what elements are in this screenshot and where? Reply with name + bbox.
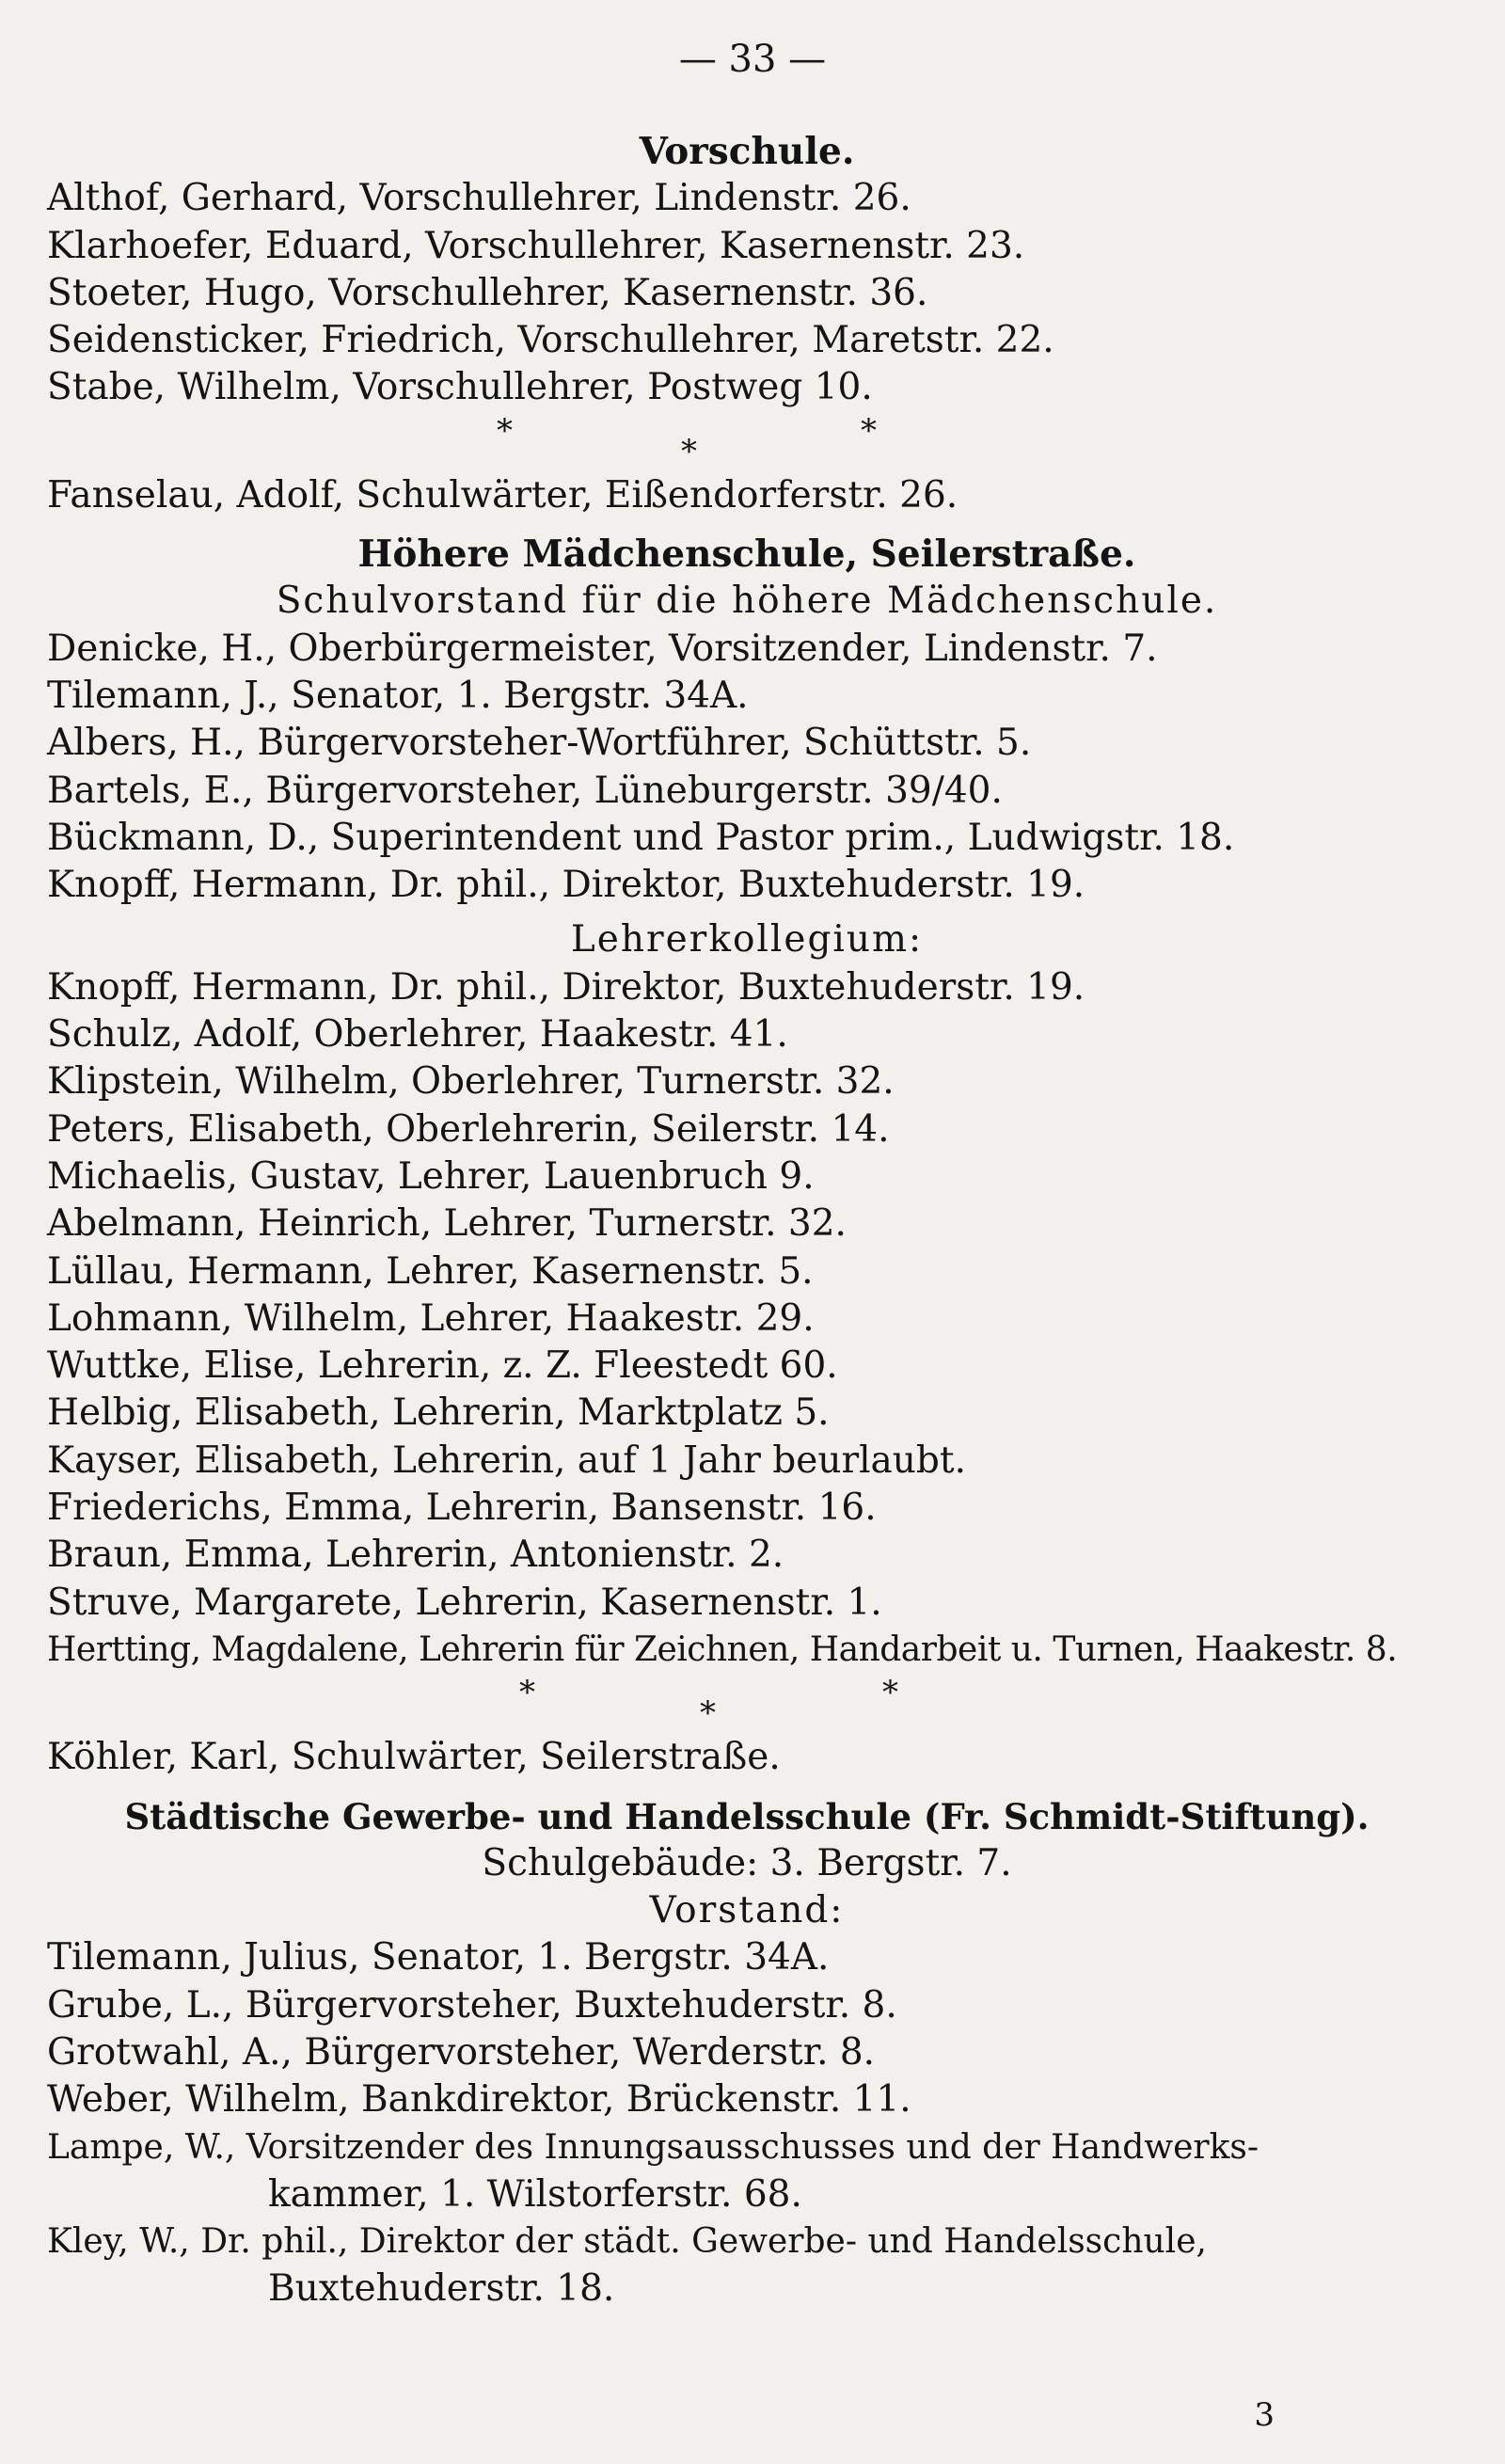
entry-line: Albers, H., Bürgervorsteher-Wortführer, Schüttstr. 5. <box>47 722 1032 765</box>
entry-line: Michaelis, Gustav, Lehrer, Lauenbruch 9. <box>47 1154 815 1198</box>
entry-line: Althof, Gerhard, Vorschullehrer, Lindenstr. 26. <box>47 177 911 220</box>
page-content <box>47 128 1447 2313</box>
section-title-vorschule: Vorschule. <box>639 130 855 173</box>
section-title-gewerbeschule: Städtische Gewerbe- und Handelsschule (Fr. Schmidt-Stiftung). <box>124 1795 1370 1837</box>
asterisk: * <box>681 432 697 470</box>
entry-line: Denicke, H., Oberbürgermeister, Vorsitzender, Lindenstr. 7. <box>47 627 1158 670</box>
school-building: Schulgebäude: 3. Bergstr. 7. <box>482 1841 1012 1884</box>
entry-line: Grotwahl, A., Bürgervorsteher, Werderstr. 8. <box>47 2030 876 2074</box>
asterism-divider <box>47 1674 1447 1734</box>
entry-line: Helbig, Elisabeth, Lehrerin, Marktplatz 5. <box>47 1391 830 1435</box>
entry-line: Klipstein, Wilhelm, Oberlehrer, Turnerstr. 32. <box>47 1060 895 1104</box>
entry-line: Peters, Elisabeth, Oberlehrerin, Seilerstr. 14. <box>47 1107 890 1151</box>
entry-line: Kayser, Elisabeth, Lehrerin, auf 1 Jahr beurlaubt. <box>47 1439 966 1482</box>
entry-line: Weber, Wilhelm, Bankdirektor, Brückenstr. 11. <box>47 2078 911 2122</box>
printer-signature: 3 <box>1254 2396 1275 2434</box>
entry-line: Lüllau, Hermann, Lehrer, Kasernenstr. 5. <box>47 1249 814 1293</box>
entry-line: Knopff, Hermann, Dr. phil., Direktor, Buxtehuderstr. 19. <box>47 965 1085 1009</box>
subsection-title-lehrerkollegium: Lehrerkollegium: <box>570 918 924 962</box>
asterism-divider <box>47 412 1447 472</box>
entry-line: Bartels, E., Bürgervorsteher, Lüneburgerstr. 39/40. <box>47 769 1003 812</box>
entry-line-continued: Buxtehuderstr. 18. <box>268 2267 615 2311</box>
entry-line: Struve, Margarete, Lehrerin, Kasernenstr. 1. <box>47 1581 882 1624</box>
entry-line: Stoeter, Hugo, Vorschullehrer, Kasernenstr. 36. <box>47 271 928 314</box>
entry-line: Bückmann, D., Superintendent und Pastor prim., Ludwigstr. 18. <box>47 816 1235 859</box>
section-title-maedchenschule: Höhere Mädchenschule, Seilerstraße. <box>357 533 1136 577</box>
entry-line: Knopff, Hermann, Dr. phil., Direktor, Buxtehuderstr. 19. <box>47 864 1085 907</box>
asterisk: * <box>497 411 513 450</box>
entry-line: Braun, Emma, Lehrerin, Antonienstr. 2. <box>47 1534 784 1577</box>
entry-line: Hertting, Magdalene, Lehrerin für Zeichnen, Handarbeit u. Turnen, Haakestr. 8. <box>47 1629 1398 1669</box>
entry-line: Stabe, Wilhelm, Vorschullehrer, Postweg 10. <box>47 366 873 409</box>
entry-line: Abelmann, Heinrich, Lehrer, Turnerstr. 32. <box>47 1202 847 1246</box>
entry-line: Seidensticker, Friedrich, Vorschullehrer, Maretstr. 22. <box>47 319 1054 362</box>
entry-line: Lohmann, Wilhelm, Lehrer, Haakestr. 29. <box>47 1296 815 1340</box>
entry-line: Kley, W., Dr. phil., Direktor der städt. Gewerbe- und Handelsschule, <box>47 2222 1207 2262</box>
asterisk: * <box>700 1694 716 1733</box>
entry-line: Fanselau, Adolf, Schulwärter, Eißendorferstr. 26. <box>47 473 958 517</box>
page-number: — 33 — <box>678 38 827 81</box>
entry-line: Köhler, Karl, Schulwärter, Seilerstraße. <box>47 1736 781 1779</box>
subsection-title-vorstand: Vorstand: <box>649 1889 845 1932</box>
entry-line: Wuttke, Elise, Lehrerin, z. Z. Fleestedt 60. <box>47 1344 838 1388</box>
entry-line: Grube, L., Bürgervorsteher, Buxtehuderstr. 8. <box>47 1983 897 2027</box>
entry-line-continued: kammer, 1. Wilstorferstr. 68. <box>268 2172 802 2216</box>
entry-line: Schulz, Adolf, Oberlehrer, Haakestr. 41. <box>47 1013 788 1057</box>
asterisk: * <box>519 1674 535 1712</box>
entry-line: Friederichs, Emma, Lehrerin, Bansenstr. 16. <box>47 1486 877 1530</box>
asterisk: * <box>882 1674 898 1712</box>
entry-line: Tilemann, J., Senator, 1. Bergstr. 34A. <box>47 674 749 717</box>
entry-line: Lampe, W., Vorsitzender des Innungsausschusses und der Handwerks- <box>47 2127 1259 2167</box>
asterisk: * <box>861 411 877 450</box>
entry-line: Klarhoefer, Eduard, Vorschullehrer, Kasernenstr. 23. <box>47 224 1025 267</box>
entry-line: Tilemann, Julius, Senator, 1. Bergstr. 34A. <box>47 1936 830 1979</box>
subsection-title-schulvorstand: Schulvorstand für die höhere Mädchenschule. <box>276 580 1218 623</box>
